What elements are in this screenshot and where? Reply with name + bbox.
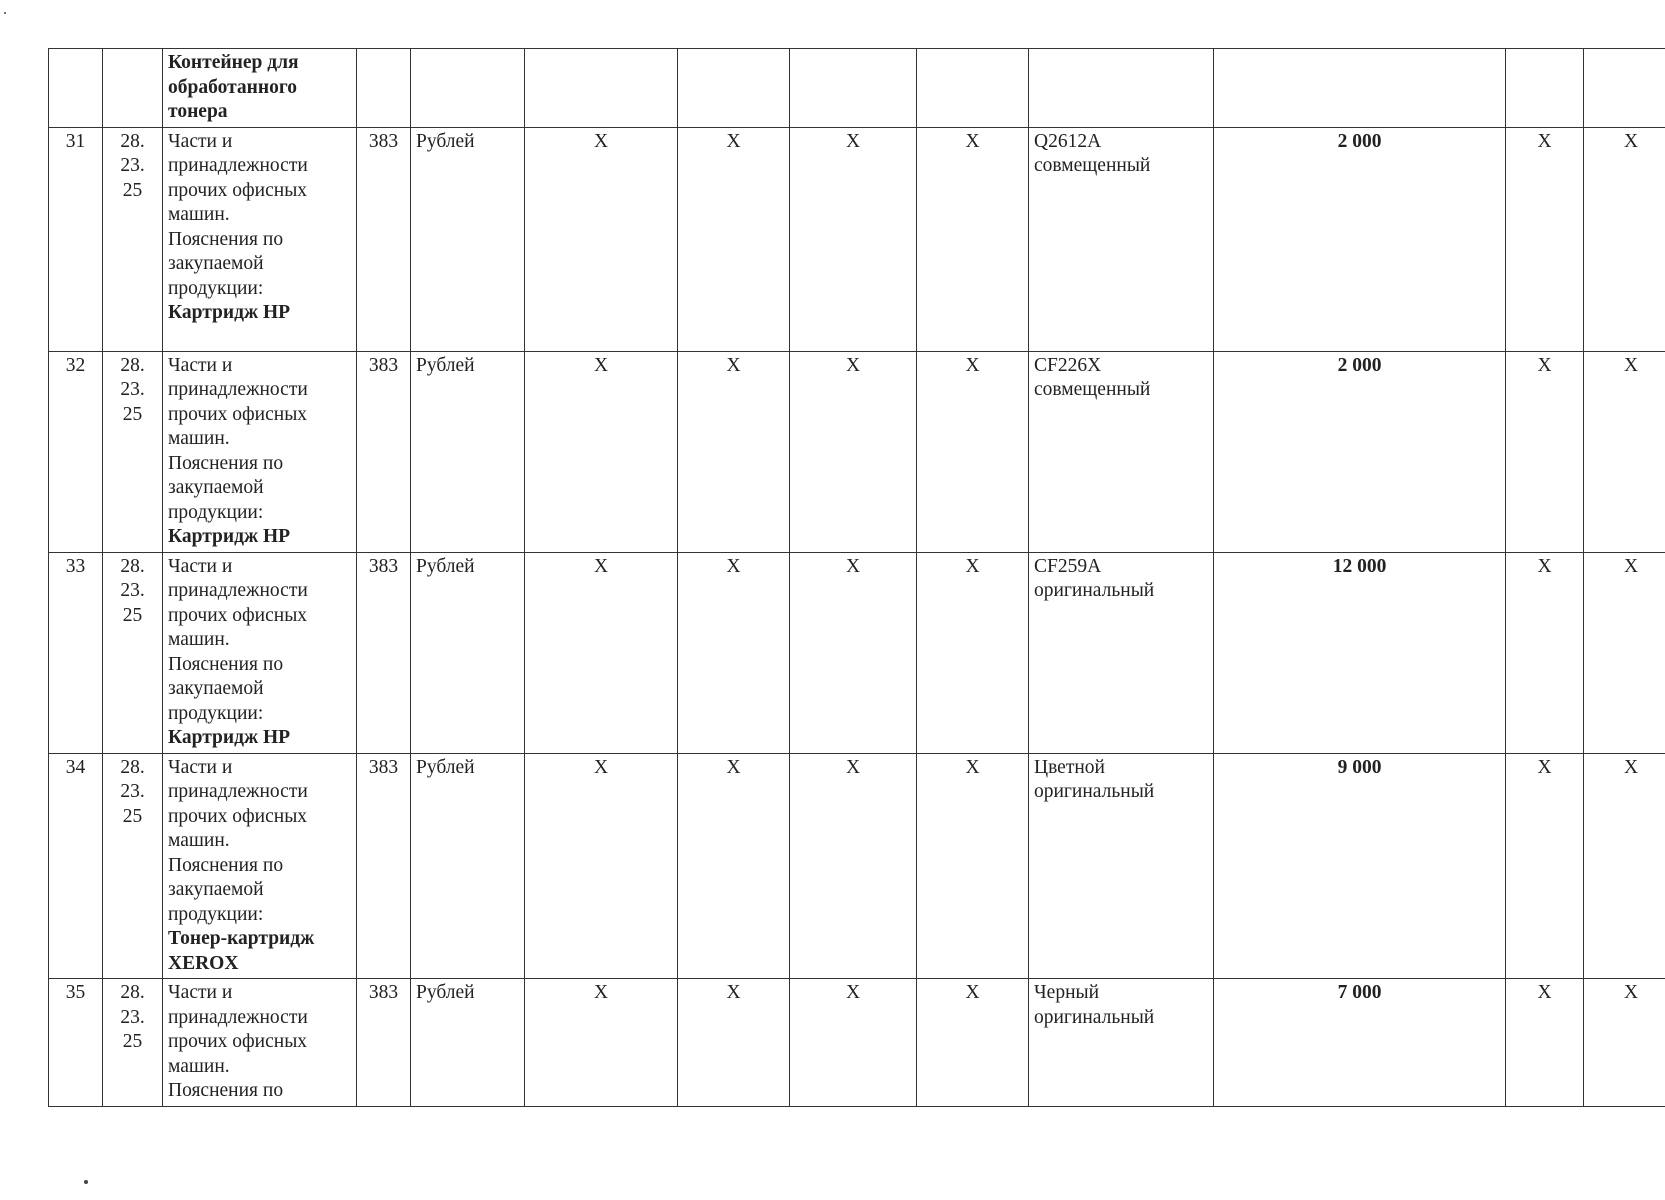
description-line: закупаемой	[168, 477, 264, 498]
product-name-bold: Картридж HP	[168, 727, 291, 748]
product-name-bold: Тонер-картридж XEROX	[168, 928, 315, 974]
description-line: Пояснения по	[168, 452, 284, 474]
not-applicable-mark: X	[965, 555, 980, 577]
not-applicable-mark: X	[845, 555, 861, 577]
unit-name: Рублей	[416, 982, 475, 1003]
okpd-code-part: 23.	[120, 155, 145, 176]
description-line: прочих офисных	[168, 403, 308, 425]
unit-name: Рублей	[416, 555, 475, 577]
okpd-code-part: 23.	[120, 1006, 145, 1028]
product-name-bold: Картридж HP	[168, 302, 291, 323]
not-applicable-cell	[1506, 753, 1584, 979]
price-cell	[1214, 979, 1506, 1107]
description-line: прочих офисных	[168, 604, 308, 626]
row-number-cell	[49, 753, 103, 979]
not-applicable-cell	[1506, 979, 1584, 1107]
description-cell	[163, 552, 357, 753]
not-applicable-mark: X	[1623, 130, 1639, 152]
not-applicable-mark: X	[593, 982, 609, 1003]
description-line: продукции:	[168, 277, 264, 299]
not-applicable-mark: X	[726, 354, 741, 376]
description-line: Части и	[168, 982, 233, 1003]
not-applicable-cell	[790, 351, 917, 552]
specification-cell	[1029, 127, 1214, 351]
description-cell	[163, 351, 357, 552]
description-line: принадлежности	[168, 580, 308, 601]
not-applicable-mark: X	[726, 982, 741, 1003]
specification-cell	[1029, 552, 1214, 753]
not-applicable-cell	[1584, 753, 1665, 979]
not-applicable-mark: X	[593, 756, 609, 778]
unit-name: Рублей	[416, 756, 475, 778]
not-applicable-mark: X	[1623, 982, 1639, 1003]
not-applicable-mark: X	[1537, 982, 1552, 1003]
specification-cell	[1029, 753, 1214, 979]
not-applicable-mark: X	[1537, 756, 1552, 778]
okpd-code-part: 25	[122, 604, 143, 626]
row-number: 31	[65, 130, 86, 152]
specification-line: CF226X	[1034, 354, 1102, 376]
okei-code-cell	[357, 127, 411, 351]
specification-cell	[1029, 351, 1214, 552]
not-applicable-cell	[525, 753, 678, 979]
description-line: Части и	[168, 130, 233, 152]
specification-line: совмещенный	[1034, 379, 1151, 400]
description-line: машин.	[168, 1055, 230, 1077]
okei-code: 383	[368, 130, 399, 152]
specification-line: CF259A	[1034, 555, 1102, 577]
procurement-table	[48, 48, 1665, 1107]
not-applicable-mark: X	[726, 555, 741, 577]
okei-code: 383	[368, 982, 399, 1003]
specification-line: Цветной	[1034, 756, 1105, 778]
unit-name: Рублей	[416, 130, 475, 152]
unit-cell	[411, 127, 525, 351]
not-applicable-mark: X	[1623, 555, 1639, 577]
price-value: 12 000	[1332, 555, 1387, 577]
price-cell	[1214, 552, 1506, 753]
specification-line: Черный	[1034, 982, 1100, 1003]
not-applicable-mark: X	[1537, 555, 1552, 577]
price-value: 9 000	[1337, 756, 1382, 778]
okei-code-cell	[357, 552, 411, 753]
not-applicable-cell	[1506, 552, 1584, 753]
not-applicable-cell	[525, 127, 678, 351]
okpd-code-part: 25	[122, 805, 143, 827]
not-applicable-cell	[1506, 127, 1584, 351]
product-name-bold: Картридж HP	[168, 526, 291, 547]
not-applicable-cell	[1584, 979, 1665, 1107]
specification-cell	[1029, 979, 1214, 1107]
not-applicable-cell	[917, 552, 1029, 753]
description-cell	[163, 753, 357, 979]
not-applicable-mark: X	[593, 130, 609, 152]
okpd-code-cell	[103, 127, 163, 351]
not-applicable-mark: X	[726, 130, 741, 152]
okpd-code-part: 23.	[120, 781, 145, 802]
row-number-cell	[49, 351, 103, 552]
okei-code: 383	[368, 756, 399, 778]
scan-speck	[84, 1180, 88, 1184]
row-number: 35	[65, 982, 86, 1003]
description-line: закупаемой	[168, 678, 264, 699]
specification-line: оригинальный	[1034, 781, 1155, 802]
description-line: Пояснения по	[168, 653, 284, 675]
description-line: принадлежности	[168, 781, 308, 802]
table-row	[49, 552, 1665, 753]
not-applicable-mark: X	[1623, 756, 1639, 778]
not-applicable-cell	[790, 979, 917, 1107]
product-name-bold: Контейнер для обработанного тонера	[168, 52, 299, 122]
okpd-code-cell	[103, 753, 163, 979]
unit-cell	[411, 552, 525, 753]
okei-code-cell	[357, 979, 411, 1107]
price-value: 2 000	[1337, 130, 1382, 152]
okpd-code-part: 28.	[120, 555, 145, 577]
table-row	[49, 127, 1665, 351]
description-line: машин.	[168, 629, 230, 650]
okpd-code-part: 25	[122, 1031, 143, 1052]
description-line: прочих офисных	[168, 179, 308, 201]
not-applicable-cell	[525, 351, 678, 552]
unit-cell	[411, 979, 525, 1107]
specification-line: совмещенный	[1034, 155, 1151, 176]
price-value: 2 000	[1337, 354, 1382, 376]
okpd-code-cell	[103, 351, 163, 552]
okpd-code-part: 28.	[120, 982, 145, 1003]
not-applicable-cell	[790, 753, 917, 979]
price-cell	[1214, 753, 1506, 979]
table-row	[49, 753, 1665, 979]
not-applicable-cell	[1584, 127, 1665, 351]
not-applicable-cell	[1584, 351, 1665, 552]
description-line: Части и	[168, 354, 233, 376]
description-cell	[163, 979, 357, 1107]
not-applicable-mark: X	[593, 555, 609, 577]
row-number-cell	[49, 552, 103, 753]
not-applicable-cell	[678, 979, 790, 1107]
description-line: машин.	[168, 204, 230, 225]
description-cell	[163, 127, 357, 351]
not-applicable-mark: X	[845, 982, 861, 1003]
description-line: машин.	[168, 830, 230, 851]
table-row	[49, 351, 1665, 552]
description-line: закупаемой	[168, 253, 264, 274]
not-applicable-mark: X	[1623, 354, 1639, 376]
okei-code-cell	[357, 753, 411, 979]
row-number-cell	[49, 127, 103, 351]
specification-line: оригинальный	[1034, 580, 1155, 601]
description-line: прочих офисных	[168, 1031, 308, 1052]
row-number: 33	[65, 555, 86, 577]
description-line: принадлежности	[168, 1006, 308, 1028]
not-applicable-mark: X	[965, 756, 980, 778]
not-applicable-cell	[917, 753, 1029, 979]
unit-cell	[411, 753, 525, 979]
okei-code-cell	[357, 351, 411, 552]
description-line: прочих офисных	[168, 805, 308, 827]
not-applicable-cell	[525, 552, 678, 753]
not-applicable-mark: X	[593, 354, 609, 376]
not-applicable-mark: X	[845, 756, 861, 778]
okpd-code-part: 25	[122, 179, 143, 201]
not-applicable-cell	[1584, 552, 1665, 753]
okpd-code-cell	[103, 979, 163, 1107]
table-row-header-continuation	[49, 49, 1665, 128]
not-applicable-mark: X	[965, 354, 980, 376]
description-line: принадлежности	[168, 155, 308, 176]
okpd-code-part: 28.	[120, 130, 145, 152]
not-applicable-cell	[917, 127, 1029, 351]
description-line: продукции:	[168, 702, 264, 724]
row-number: 34	[65, 756, 86, 778]
price-value: 7 000	[1337, 982, 1382, 1003]
not-applicable-cell	[678, 351, 790, 552]
scan-speck	[4, 12, 6, 14]
not-applicable-mark: X	[845, 354, 861, 376]
okpd-code-cell	[103, 552, 163, 753]
description-line: Части и	[168, 756, 233, 778]
not-applicable-mark: X	[1537, 130, 1552, 152]
description-line: принадлежности	[168, 379, 308, 400]
description-line: закупаемой	[168, 879, 264, 900]
table-row	[49, 979, 1665, 1107]
price-cell	[1214, 351, 1506, 552]
okpd-code-part: 28.	[120, 354, 145, 376]
specification-line: оригинальный	[1034, 1006, 1155, 1028]
not-applicable-cell	[678, 552, 790, 753]
not-applicable-cell	[917, 351, 1029, 552]
description-line: машин.	[168, 428, 230, 449]
description-line: продукции:	[168, 903, 264, 925]
not-applicable-mark: X	[965, 130, 980, 152]
description-line: Пояснения по	[168, 1080, 284, 1101]
unit-name: Рублей	[416, 354, 475, 376]
not-applicable-mark: X	[965, 982, 980, 1003]
product-name-cell	[163, 49, 357, 128]
okei-code: 383	[368, 354, 399, 376]
okpd-code-part: 28.	[120, 756, 145, 778]
okpd-code-part: 23.	[120, 379, 145, 400]
not-applicable-cell	[790, 127, 917, 351]
specification-line: Q2612A	[1034, 130, 1102, 152]
row-number: 32	[65, 354, 86, 376]
not-applicable-cell	[678, 753, 790, 979]
description-line: Части и	[168, 555, 233, 577]
not-applicable-mark: X	[1537, 354, 1552, 376]
okei-code: 383	[368, 555, 399, 577]
unit-cell	[411, 351, 525, 552]
not-applicable-mark: X	[845, 130, 861, 152]
not-applicable-cell	[678, 127, 790, 351]
not-applicable-mark: X	[726, 756, 741, 778]
description-line: продукции:	[168, 501, 264, 523]
row-number-cell	[49, 979, 103, 1107]
okpd-code-part: 25	[122, 403, 143, 425]
description-line: Пояснения по	[168, 854, 284, 876]
okpd-code-part: 23.	[120, 580, 145, 601]
not-applicable-cell	[790, 552, 917, 753]
price-cell	[1214, 127, 1506, 351]
not-applicable-cell	[1506, 351, 1584, 552]
not-applicable-cell	[917, 979, 1029, 1107]
not-applicable-cell	[525, 979, 678, 1107]
description-line: Пояснения по	[168, 228, 284, 250]
